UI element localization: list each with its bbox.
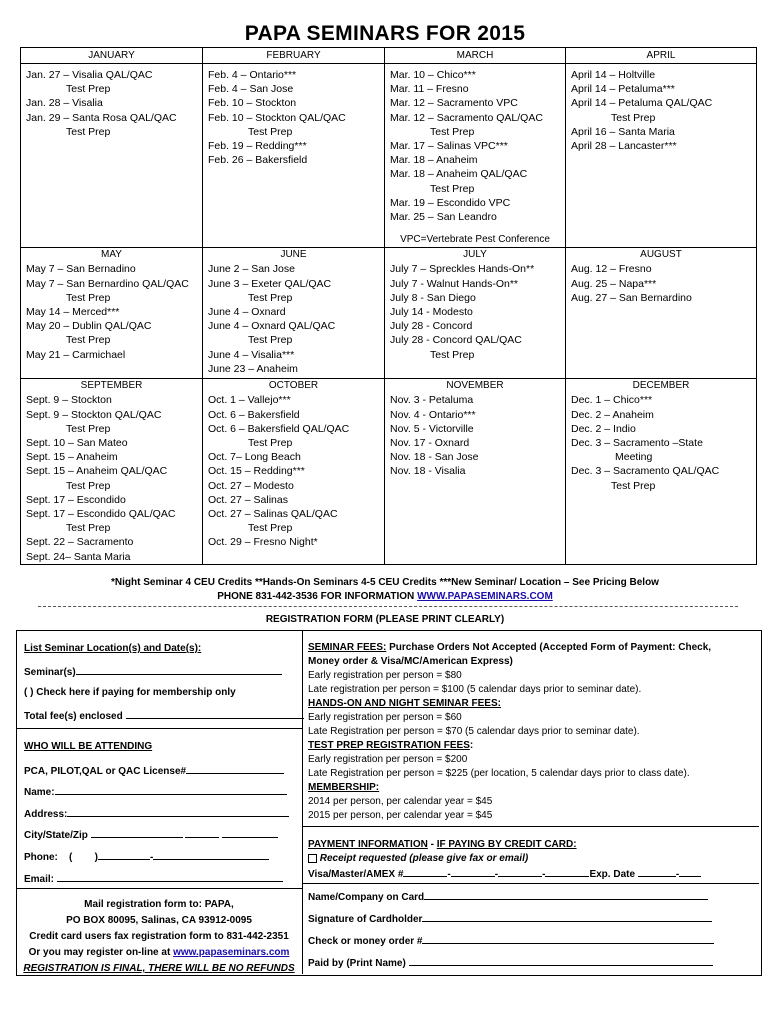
seminar-entry: Nov. 3 - Petaluma (390, 394, 474, 407)
seminar-entry: Mar. 17 – Salinas VPC*** (390, 140, 508, 153)
early-registration: Early registration per person = $80 (308, 670, 462, 681)
seminar-entry: April 28 – Lancaster*** (571, 140, 677, 153)
seminar-entry: Test Prep (66, 422, 111, 435)
payment-heading: PAYMENT INFORMATION - IF PAYING BY CREDIT CARD: (308, 839, 577, 850)
signature-field[interactable]: Signature of Cardholder (308, 911, 712, 927)
left-divider-1 (16, 728, 302, 729)
seminar-entry: Dec. 3 – Sacramento –State (571, 437, 703, 450)
hands-on-late: Late Registration per person = $70 (5 calendar days prior to seminar date). (308, 726, 640, 737)
seminar-entry: Jan. 28 – Visalia (26, 97, 103, 110)
seminar-entry: May 21 – Carmichael (26, 348, 126, 361)
seminar-entry: April 14 – Holtville (571, 69, 656, 81)
test-prep-late: Late Registration per person = $225 (per location, 5 calendar days prior to class date). (308, 768, 690, 779)
mail-line-2: PO BOX 80095, Salinas, CA 93912-0095 (66, 915, 252, 926)
membership-heading: MEMBERSHIP: (308, 782, 380, 793)
month-header: FEBRUARY (203, 48, 384, 64)
membership-2014: 2014 per person, per calendar year = $45 (308, 796, 493, 807)
right-divider-1 (303, 826, 759, 827)
seminar-entry: Sept. 15 – Anaheim QAL/QAC (26, 465, 168, 478)
test-prep-early: Early registration per person = $200 (308, 754, 468, 765)
seminar-entry: Sept. 9 – Stockton (26, 394, 112, 407)
month-cell-february (203, 48, 385, 248)
month-header: MARCH (385, 48, 565, 64)
seminar-entry: Mar. 12 – Sacramento QAL/QAC (390, 111, 543, 124)
seminar-entry: June 23 – Anaheim (208, 362, 298, 375)
page-title: PAPA SEMINARS FOR 2015 (244, 22, 526, 45)
seminar-entry: May 20 – Dublin QAL/QAC (26, 320, 152, 333)
seminar-entry: Mar. 18 – Anaheim (390, 154, 478, 167)
seminar-entry: Test Prep (430, 125, 475, 138)
card-number-field[interactable]: Visa/Master/AMEX # - - - Exp. Date - (308, 866, 701, 882)
seminar-entry: Feb. 4 – Ontario*** (208, 69, 297, 81)
register-online-link[interactable]: www.papaseminars.com (173, 947, 290, 958)
seminar-entry: Oct. 6 – Bakersfield QAL/QAC (208, 422, 350, 435)
month-cell-march (385, 48, 566, 248)
seminar-entry: July 14 - Modesto (390, 306, 473, 319)
hands-on-heading: HANDS-ON AND NIGHT SEMINAR FEES: (308, 698, 501, 709)
month-header: APRIL (566, 48, 756, 64)
calendar-row (21, 248, 757, 379)
seminar-entry: July 7 – Spreckles Hands-On** (390, 263, 535, 276)
month-header: JANUARY (21, 48, 202, 64)
seminar-entry: April 16 – Santa Maria (571, 125, 675, 138)
month-cell-november (385, 379, 566, 564)
phone-field[interactable]: Phone: ( ) - (24, 849, 269, 865)
seminar-entry: Dec. 3 – Sacramento QAL/QAC (571, 465, 720, 478)
seminar-entry: Feb. 10 – Stockton (208, 97, 297, 110)
seminar-entry: July 8 - San Diego (390, 291, 476, 304)
seminar-entry: Oct. 1 – Vallejo*** (208, 394, 291, 407)
seminar-entry: Test Prep (248, 437, 293, 450)
seminar-entry: May 7 – San Bernadino (26, 263, 136, 276)
seminar-entry: Test Prep (248, 125, 293, 138)
seminar-entry: June 4 – Oxnard (208, 306, 286, 319)
calendar-row (21, 379, 757, 564)
email-field[interactable]: Email: (24, 871, 283, 887)
seminar-entry: Mar. 10 – Chico*** (390, 69, 476, 81)
seminar-entry: Test Prep (430, 182, 475, 195)
seminar-entry: June 3 – Exeter QAL/QAC (208, 277, 332, 290)
website-link[interactable]: WWW.PAPASEMINARS.COM (417, 591, 553, 602)
right-divider-2 (303, 883, 759, 884)
month-header: OCTOBER (268, 380, 319, 392)
seminar-entry: Test Prep (611, 111, 656, 124)
check-number-field[interactable]: Check or money order # (308, 933, 714, 949)
seminar-entry: Oct. 15 – Redding*** (208, 465, 305, 478)
month-cell-december (566, 379, 757, 564)
seminar-entry: Feb. 26 – Bakersfield (208, 154, 308, 167)
seminar-entry: Test Prep (611, 479, 656, 492)
seminar-entry: Mar. 19 – Escondido VPC (390, 196, 511, 209)
seminar-entry: Oct. 27 – Salinas (208, 493, 288, 506)
seminar-entry: Test Prep (248, 291, 293, 304)
seminars-field[interactable]: Seminar(s) (24, 664, 282, 680)
phone-text: PHONE 831-442-3536 FOR INFORMATION (217, 591, 418, 602)
seminar-entry: Test Prep (248, 522, 293, 535)
membership-only-checkbox[interactable]: ( ) Check here if paying for membership only (24, 687, 236, 698)
seminar-entry: Jan. 27 – Visalia QAL/QAC (26, 69, 153, 81)
left-divider-2 (16, 888, 302, 889)
seminar-entry: Sept. 15 – Anaheim (26, 451, 118, 464)
month-cell-september (21, 379, 203, 564)
seminar-entry: Test Prep (430, 348, 475, 361)
seminar-entry: Feb. 19 – Redding*** (208, 140, 307, 153)
seminar-entry: June 2 – San Jose (208, 263, 295, 276)
seminar-entry: July 28 - Concord QAL/QAC (390, 334, 522, 347)
seminar-entry: Mar. 11 – Fresno (390, 83, 469, 96)
license-field[interactable]: PCA, PILOT,QAL or QAC License# (24, 763, 284, 779)
seminar-entry: April 14 – Petaluma*** (571, 83, 675, 96)
attending-label: WHO WILL BE ATTENDING (24, 741, 153, 752)
membership-2015: 2015 per person, per calendar year = $45 (308, 810, 493, 821)
seminar-entry: June 4 – Visalia*** (208, 348, 295, 361)
month-cell-july (385, 248, 566, 379)
seminar-entry: Test Prep (66, 125, 111, 138)
seminar-fees-heading: SEMINAR FEES: Purchase Orders Not Accepted (Accepted Form of Payment: Check, (308, 642, 712, 653)
seminar-entry: Nov. 17 - Oxnard (390, 437, 470, 450)
seminar-entry: Sept. 10 – San Mateo (26, 437, 128, 450)
month-cell-august (566, 248, 757, 379)
seminar-entry: May 14 – Merced*** (26, 306, 120, 319)
phone-info (0, 590, 770, 604)
seminar-entry: Mar. 25 – San Leandro (390, 211, 497, 224)
seminar-entry: Nov. 4 - Ontario*** (390, 408, 476, 421)
company-on-card-field[interactable]: Name/Company on Card (308, 889, 708, 905)
seminar-entry: Sept. 22 – Sacramento (26, 536, 134, 549)
seminar-entry: Aug. 27 – San Bernardino (571, 291, 692, 304)
calendar-row (21, 48, 757, 248)
city-state-zip-field[interactable]: City/State/Zip (24, 827, 278, 843)
seminar-entry: April 14 – Petaluma QAL/QAC (571, 97, 713, 110)
seminar-entry: July 7 - Walnut Hands-On** (390, 277, 518, 290)
month-cell-april (566, 48, 757, 248)
month-cell-may (21, 248, 203, 379)
seminar-entry: Oct. 27 – Salinas QAL/QAC (208, 508, 338, 521)
month-header: DECEMBER (632, 380, 690, 392)
seminar-entry: Test Prep (248, 334, 293, 347)
seminar-entry: June 4 – Oxnard QAL/QAC (208, 320, 336, 333)
seminar-entry: Meeting (615, 451, 653, 464)
seminar-entry: Oct. 6 – Bakersfield (208, 408, 300, 421)
seminar-entry: Sept. 17 – Escondido (26, 493, 126, 506)
seminar-entry: Aug. 25 – Napa*** (571, 277, 657, 290)
address-field[interactable]: Address: (24, 806, 289, 822)
month-header: SEPTEMBER (80, 380, 143, 392)
seminar-entry: Sept. 9 – Stockton QAL/QAC (26, 408, 162, 421)
seminar-entry: Feb. 4 – San Jose (208, 83, 294, 96)
seminar-entry: Oct. 7– Long Beach (208, 451, 301, 464)
seminar-entry: Feb. 10 – Stockton QAL/QAC (208, 111, 346, 124)
registration-right-column (303, 630, 759, 974)
hands-on-early: Early registration per person = $60 (308, 712, 462, 723)
seminar-entry: Mar. 18 – Anaheim QAL/QAC (390, 168, 528, 181)
month-header: AUGUST (640, 249, 682, 261)
seminar-entry: Dec. 2 – Indio (571, 422, 636, 435)
month-cell-january (21, 48, 203, 248)
mail-line-4: Or you may register on-line at www.papaseminars.com (28, 947, 290, 958)
month-header: JUNE (280, 249, 307, 261)
list-seminar-label: List Seminar Location(s) and Date(s): (24, 643, 202, 654)
seminar-entry: Nov. 5 - Victorville (390, 422, 474, 435)
month-cell-october (203, 379, 385, 564)
registration-title: REGISTRATION FORM (PLEASE PRINT CLEARLY) (265, 614, 505, 625)
seminar-entry: Nov. 18 - Visalia (390, 465, 466, 478)
seminar-entry: Dec. 2 – Anaheim (571, 408, 654, 421)
seminar-entry: Oct. 29 – Fresno Night* (208, 536, 318, 549)
month-header: NOVEMBER (446, 380, 504, 392)
seminar-entry: Oct. 27 – Modesto (208, 479, 294, 492)
seminar-entry: July 28 - Concord (390, 320, 473, 333)
seminar-entry: Mar. 12 – Sacramento VPC (390, 97, 518, 110)
receipt-checkbox[interactable]: Receipt requested (please give fax or email) (308, 852, 528, 866)
seminar-entry: Jan. 29 – Santa Rosa QAL/QAC (26, 111, 177, 124)
seminar-entry: Test Prep (66, 291, 111, 304)
seminar-entry: Test Prep (66, 522, 111, 535)
test-prep-heading: TEST PREP REGISTRATION FEES: (308, 740, 474, 751)
mail-line-1: Mail registration form to: PAPA, (84, 899, 234, 910)
total-fees-field[interactable]: Total fee(s) enclosed (24, 708, 304, 724)
seminar-calendar (20, 47, 757, 565)
seminar-entry: Test Prep (66, 479, 111, 492)
no-refunds-notice: REGISTRATION IS FINAL, THERE WILL BE NO REFUNDS (23, 963, 295, 974)
seminar-entry: Sept. 24– Santa Maria (26, 550, 131, 563)
credit-notes (0, 576, 770, 604)
month-header: MAY (101, 249, 122, 261)
month-header: JULY (463, 249, 487, 261)
vpc-footnote: VPC=Vertebrate Pest Conference (400, 234, 550, 246)
mail-line-3: Credit card users fax registration form to 831-442-2351 (29, 931, 289, 942)
cut-line (38, 606, 738, 607)
payment-forms: Money order & Visa/MC/American Express) (308, 656, 513, 667)
checkbox-icon[interactable] (308, 854, 317, 863)
month-cell-june (203, 248, 385, 379)
registration-left-column (16, 630, 303, 974)
credit-legend: *Night Seminar 4 CEU Credits **Hands-On Seminars 4-5 CEU Credits ***New Seminar/ Location – See Pricing Below (111, 577, 659, 588)
seminar-entry: Dec. 1 – Chico*** (571, 394, 653, 407)
name-field[interactable]: Name: (24, 784, 287, 800)
seminar-entry: Nov. 18 - San Jose (390, 451, 479, 464)
paid-by-field[interactable]: Paid by (Print Name) (308, 955, 713, 971)
late-registration: Late registration per person = $100 (5 calendar days prior to seminar date). (308, 684, 642, 695)
seminar-entry: Sept. 17 – Escondido QAL/QAC (26, 508, 176, 521)
seminar-entry: Test Prep (66, 334, 111, 347)
seminar-entry: May 7 – San Bernardino QAL/QAC (26, 277, 189, 290)
mail-instructions (16, 897, 302, 977)
seminar-entry: Test Prep (66, 83, 111, 96)
seminar-entry: Aug. 12 – Fresno (571, 263, 652, 276)
